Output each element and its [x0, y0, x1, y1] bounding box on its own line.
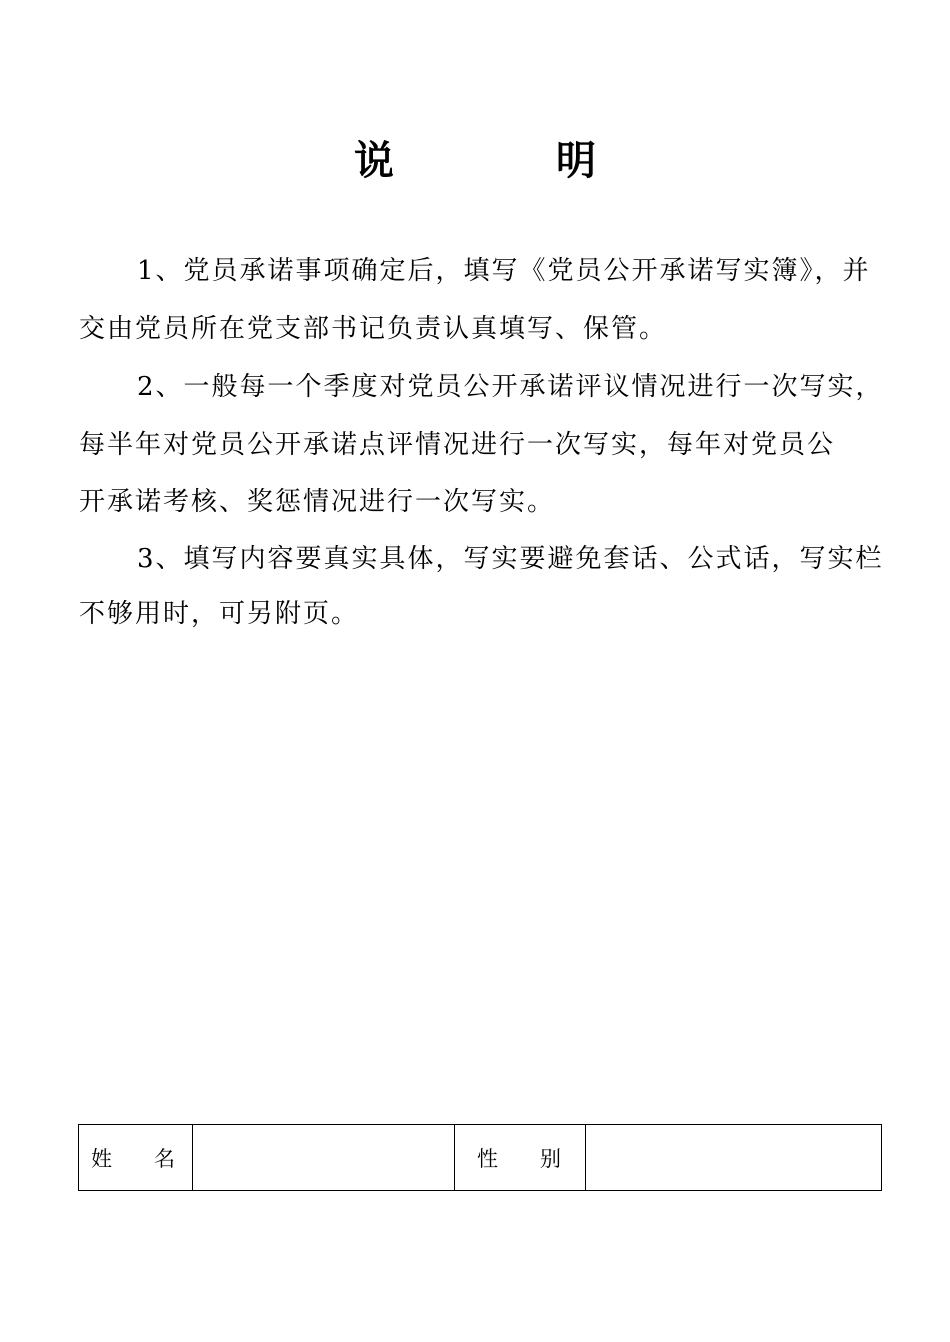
instruction-1-line-2: 交由党员所在党支部书记负责认真填写、保管。 — [79, 314, 668, 344]
name-label-cell — [79, 1125, 193, 1191]
instruction-2-line-1: 2、一般每一个季度对党员公开承诺评议情况进行一次写实， — [137, 372, 884, 402]
info-form-row — [79, 1125, 882, 1191]
name-label: 姓 名 — [91, 1146, 175, 1171]
name-field[interactable] — [193, 1125, 455, 1191]
title-char-2: 明 — [556, 137, 596, 184]
instruction-1-line-1: 1、党员承诺事项确定后，填写《党员公开承诺写实簿》，并 — [137, 256, 871, 286]
gender-field[interactable] — [586, 1125, 882, 1191]
gender-label: 性 别 — [477, 1146, 561, 1171]
instruction-3-line-2: 不够用时，可另附页。 — [79, 599, 360, 629]
instruction-3-line-1: 3、填写内容要真实具体，写实要避免套话、公式话，写实栏 — [137, 544, 884, 574]
info-form-table — [78, 1124, 882, 1191]
title-char-1: 说 — [354, 137, 394, 184]
instruction-2-line-3: 开承诺考核、奖惩情况进行一次写实。 — [79, 487, 556, 517]
gender-label-cell — [455, 1125, 586, 1191]
page-title — [0, 136, 950, 186]
instruction-2-line-2: 每半年对党员公开承诺点评情况进行一次写实，每年对党员公 — [79, 430, 836, 460]
